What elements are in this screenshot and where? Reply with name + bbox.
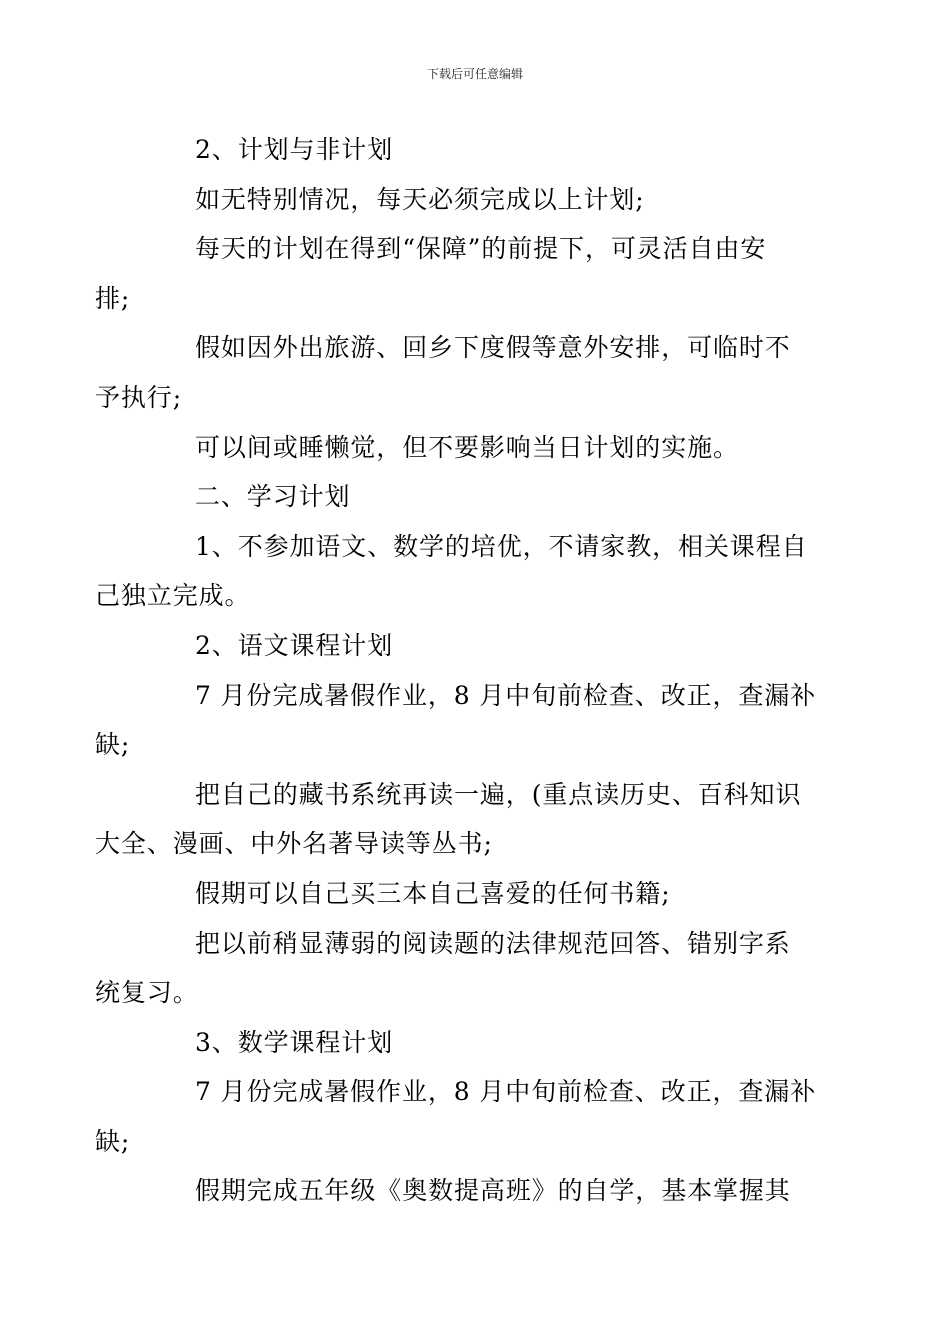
paragraph (145, 125, 805, 175)
paragraph (95, 919, 805, 1018)
paragraph-line: 可以间或睡懒觉，但不要影响当日计划的实施。 (195, 432, 739, 462)
paragraph-line: 缺; (95, 1126, 131, 1156)
section-heading (145, 472, 805, 522)
paragraph-line: 把以前稍显薄弱的阅读题的法律规范回答、错别字系 (195, 928, 791, 958)
subsection-heading (145, 621, 805, 671)
paragraph-line: 假如因外出旅游、回乡下度假等意外安排，可临时不 (195, 333, 791, 363)
subsection-heading (145, 1018, 805, 1068)
paragraph (95, 1067, 817, 1166)
paragraph-line: 1、不参加语文、数学的培优，不请家教，相关课程自 (195, 531, 808, 561)
paragraph (145, 175, 805, 225)
paragraph-line: 把自己的藏书系统再读一遍，(重点读历史、百科知识 (195, 779, 802, 809)
paragraph (145, 1166, 805, 1216)
paragraph-line: 二、学习计划 (195, 482, 351, 512)
paragraph (95, 323, 805, 422)
paragraph-line: 假期可以自己买三本自己喜爱的任何书籍; (195, 878, 671, 908)
paragraph (95, 522, 808, 621)
paragraph-line: 7 月份完成暑假作业，8 月中旬前检查、改正，查漏补 (195, 680, 817, 710)
document-body (95, 125, 817, 1216)
paragraph-line: 统复习。 (95, 978, 199, 1008)
paragraph-line: 2、计划与非计划 (195, 135, 394, 164)
paragraph-line: 大全、漫画、中外名著导读等丛书; (95, 829, 493, 859)
paragraph-line: 每天的计划在得到“保障”的前提下，可灵活自由安 (195, 234, 767, 264)
paragraph (95, 770, 805, 869)
paragraph-line: 7 月份完成暑假作业，8 月中旬前检查、改正，查漏补 (195, 1077, 817, 1107)
paragraph-line: 假期完成五年级《奥数提高班》的自学，基本掌握其 (195, 1176, 791, 1206)
paragraph (145, 869, 805, 919)
paragraph-line: 予执行; (95, 382, 183, 412)
paragraph-line: 3、数学课程计划 (195, 1027, 394, 1057)
paragraph-line: 如无特别情况，每天必须完成以上计划; (195, 184, 645, 214)
paragraph (145, 423, 805, 473)
paragraph-line: 2、语文课程计划 (195, 630, 394, 660)
paragraph (95, 224, 805, 323)
paragraph-line: 己独立完成。 (95, 581, 251, 611)
paragraph-line: 排; (95, 283, 131, 313)
paragraph-line: 缺; (95, 730, 131, 760)
paragraph (95, 671, 817, 770)
page-header: 下载后可任意编辑 (426, 67, 523, 81)
